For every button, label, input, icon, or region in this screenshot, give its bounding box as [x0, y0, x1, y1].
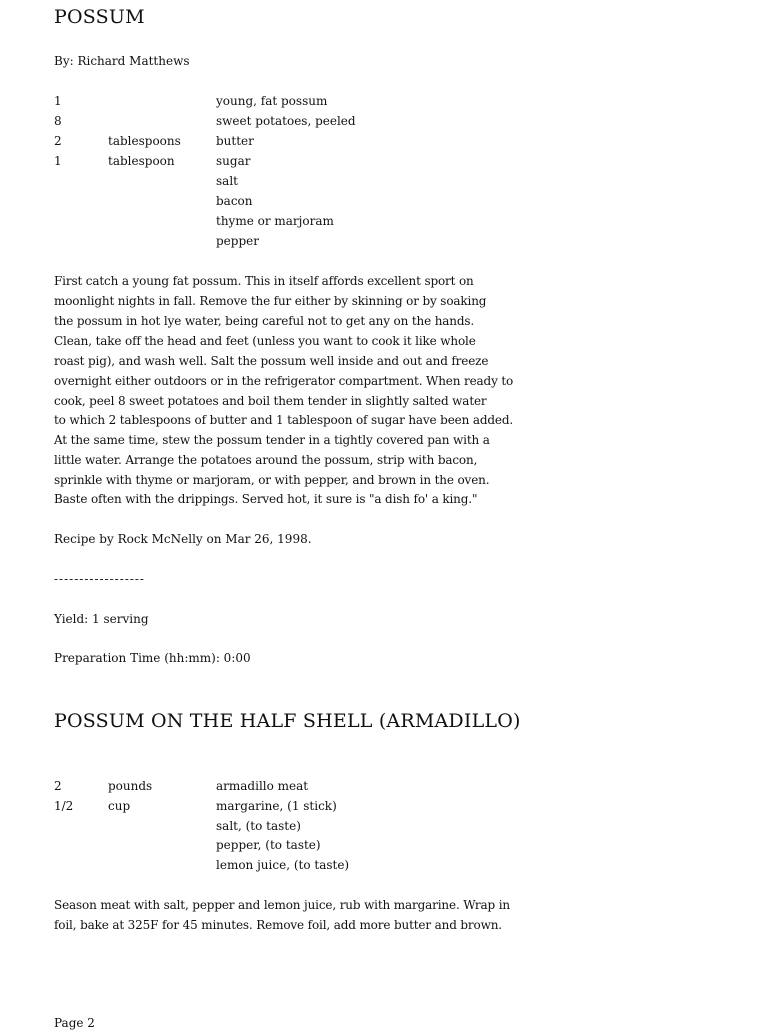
instruction-line: sprinkle with thyme or marjoram, or with pepper, and brown in the oven.: [54, 473, 490, 487]
instruction-line: cook, peel 8 sweet potatoes and boil them tender in slightly salted water: [54, 394, 487, 408]
ingredient-item: butter: [216, 134, 254, 148]
ingredient-unit: tablespoon: [108, 154, 175, 168]
recipe-author: By: Richard Matthews: [54, 54, 190, 68]
separator-line: ------------------: [54, 572, 145, 586]
ingredient-item: margarine, (1 stick): [216, 799, 337, 813]
instruction-line: Clean, take off the head and feet (unless you want to cook it like whole: [54, 334, 476, 348]
recipe-title: POSSUM ON THE HALF SHELL (ARMADILLO): [54, 710, 521, 732]
prep-time-text: Preparation Time (hh:mm): 0:00: [54, 651, 251, 665]
ingredient-qty: 1/2: [54, 799, 74, 813]
ingredient-unit: cup: [108, 799, 131, 813]
yield-text: Yield: 1 serving: [54, 612, 149, 626]
ingredient-item: young, fat possum: [216, 94, 328, 108]
ingredient-qty: 8: [54, 114, 62, 128]
instruction-line: Season meat with salt, pepper and lemon juice, rub with margarine. Wrap in: [54, 898, 510, 912]
ingredient-qty: 2: [54, 779, 62, 793]
ingredient-item: lemon juice, (to taste): [216, 858, 350, 872]
page-number: Page 2: [54, 1016, 95, 1030]
instruction-line: First catch a young fat possum. This in itself affords excellent sport on: [54, 274, 474, 288]
instruction-line: to which 2 tablespoons of butter and 1 tablespoon of sugar have been added.: [54, 413, 514, 427]
instruction-line: moonlight nights in fall. Remove the fur either by skinning or by soaking: [54, 294, 487, 308]
ingredient-item: pepper, (to taste): [216, 838, 321, 852]
ingredient-item: salt: [216, 174, 238, 188]
ingredient-unit: pounds: [108, 779, 153, 793]
ingredient-item: sugar: [216, 154, 251, 168]
ingredient-qty: 1: [54, 94, 62, 108]
ingredient-item: sweet potatoes, peeled: [216, 114, 356, 128]
recipe-credit: Recipe by Rock McNelly on Mar 26, 1998.: [54, 532, 312, 546]
recipe-title: POSSUM: [54, 6, 145, 28]
instruction-line: overnight either outdoors or in the refrigerator compartment. When ready to: [54, 374, 514, 388]
ingredient-item: armadillo meat: [216, 779, 309, 793]
ingredient-item: thyme or marjoram: [216, 214, 334, 228]
ingredient-qty: 1: [54, 154, 62, 168]
instruction-line: the possum in hot lye water, being careful not to get any on the hands.: [54, 314, 475, 328]
ingredient-item: pepper: [216, 234, 259, 248]
ingredient-unit: tablespoons: [108, 134, 181, 148]
instruction-line: little water. Arrange the potatoes around the possum, strip with bacon,: [54, 453, 478, 467]
instruction-line: roast pig), and wash well. Salt the possum well inside and out and freeze: [54, 354, 489, 368]
instruction-line: At the same time, stew the possum tender in a tightly covered pan with a: [54, 433, 490, 447]
instruction-line: Baste often with the drippings. Served hot, it sure is "a dish fo' a king.": [54, 492, 478, 506]
ingredient-qty: 2: [54, 134, 62, 148]
instruction-line: foil, bake at 325F for 45 minutes. Remove foil, add more butter and brown.: [54, 918, 502, 932]
ingredient-item: salt, (to taste): [216, 819, 301, 833]
ingredient-item: bacon: [216, 194, 253, 208]
